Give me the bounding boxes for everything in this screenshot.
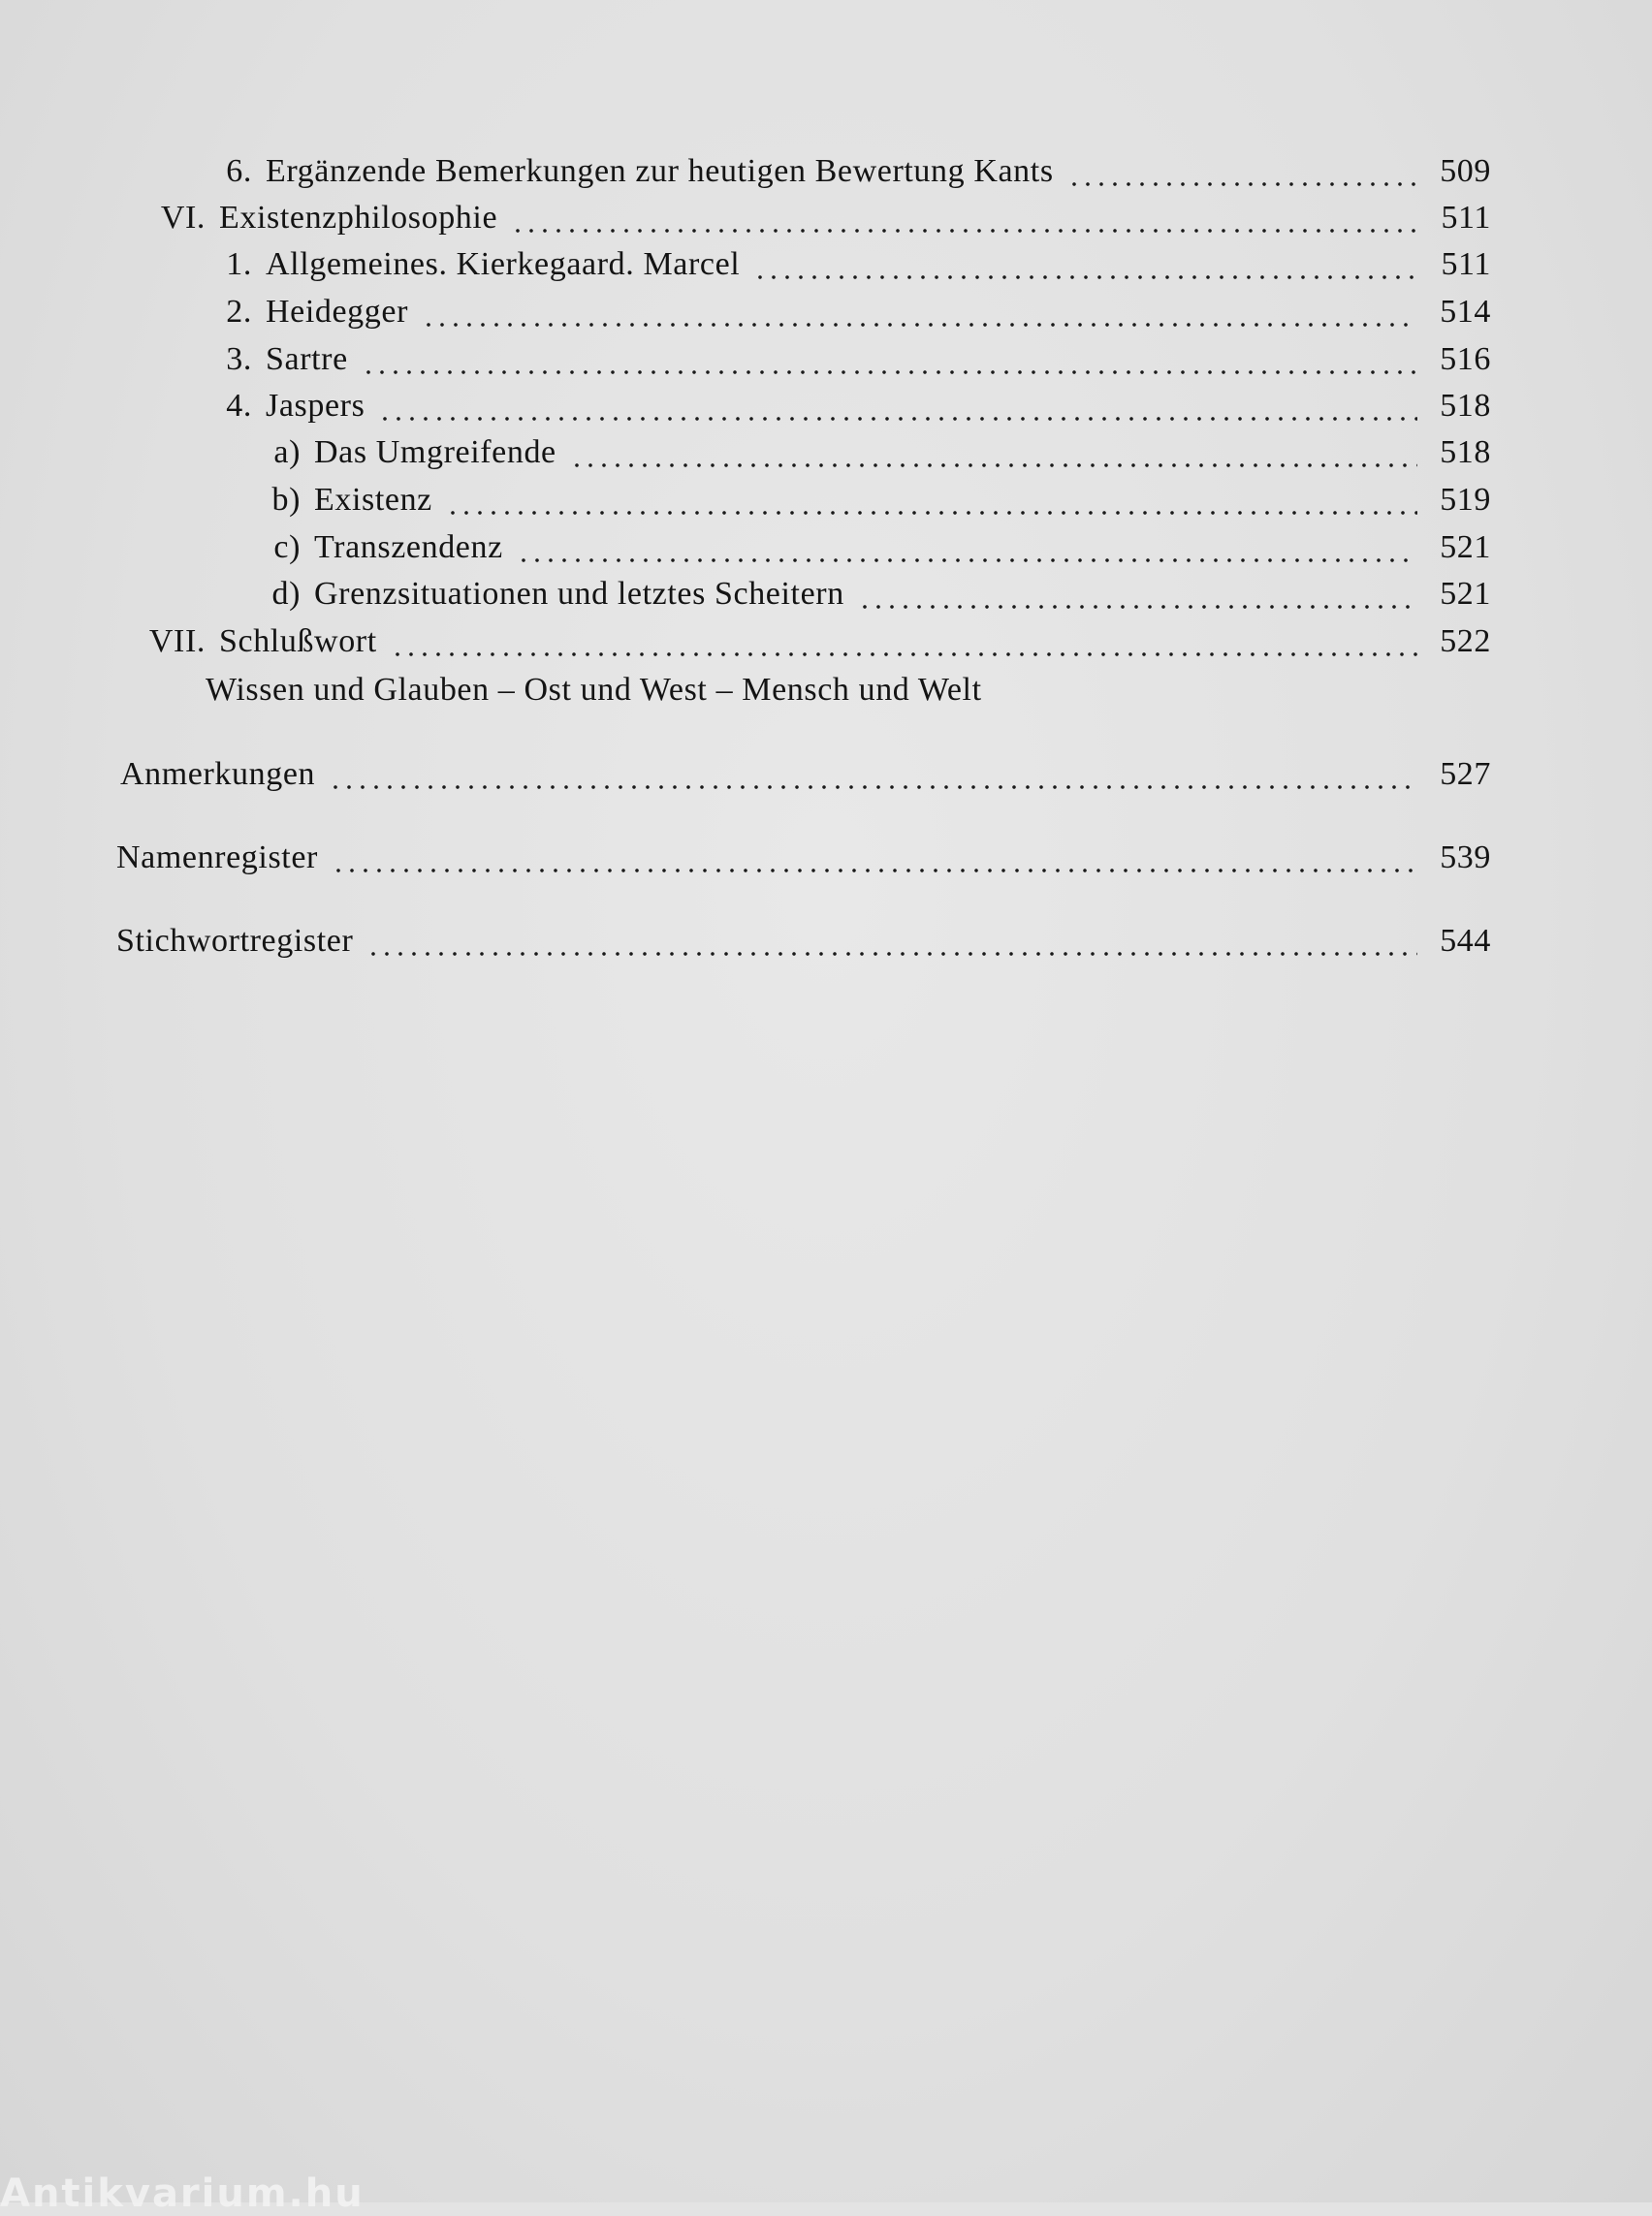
- toc-entry: [155, 294, 1491, 342]
- dot-leader: [570, 442, 1417, 475]
- toc-entry-page: 516: [1440, 341, 1491, 377]
- toc-entry-title: Existenz: [314, 482, 432, 518]
- toc-entry-number: 3.: [226, 341, 252, 377]
- toc-entry-page: 509: [1440, 153, 1491, 189]
- toc-entry-title: Schlußwort: [219, 623, 377, 659]
- toc-entry-number: 4.: [226, 388, 252, 424]
- toc-entry: [155, 153, 1491, 202]
- toc-entry-title: Jaspers: [266, 388, 365, 424]
- toc-entry-number: b): [271, 482, 301, 518]
- dot-leader: [753, 254, 1417, 287]
- dot-leader: [378, 396, 1417, 428]
- dot-leader: [329, 764, 1417, 797]
- dot-leader: [391, 631, 1417, 664]
- toc-entry-page: 511: [1441, 200, 1491, 236]
- toc-entry-number: 6.: [226, 153, 252, 189]
- toc-entry-title: Stichwortregister: [116, 923, 354, 959]
- toc-entry-number: d): [271, 576, 301, 612]
- toc-entry-number: a): [273, 434, 301, 470]
- toc-entry: [155, 246, 1491, 295]
- toc-entry: [204, 482, 1491, 530]
- toc-entry-title: Anmerkungen: [120, 756, 316, 792]
- toc-entry: [204, 576, 1491, 624]
- toc-entry-page: 519: [1440, 482, 1491, 518]
- toc-entry-page: 518: [1440, 434, 1491, 470]
- toc-entry-page: 521: [1440, 576, 1491, 612]
- toc-entry-title: Allgemeines. Kierkegaard. Marcel: [266, 246, 741, 282]
- toc-entry-number: c): [273, 529, 301, 565]
- dot-leader: [332, 847, 1417, 880]
- dot-leader: [366, 931, 1417, 964]
- toc-entry-page: 527: [1440, 756, 1491, 792]
- toc-entry-title: Ergänzende Bemerkungen zur heutigen Bewertung Kants: [266, 153, 1054, 189]
- toc-entry-number: 1.: [226, 246, 252, 282]
- dot-leader: [446, 490, 1417, 522]
- toc-entry-title: Namenregister: [116, 839, 318, 875]
- dot-leader: [858, 584, 1417, 617]
- toc-entry-page: 522: [1440, 623, 1491, 659]
- dot-leader: [362, 349, 1417, 382]
- toc-entry-page: 514: [1440, 294, 1491, 330]
- toc-appendix-entry: [116, 839, 1491, 888]
- dot-leader: [422, 301, 1417, 334]
- toc-entry: [116, 200, 1491, 248]
- toc-entry-page: 518: [1440, 388, 1491, 424]
- toc-entry-title: Das Umgreifende: [314, 434, 556, 470]
- toc-entry-title: Grenzsituationen und letztes Scheitern: [314, 576, 844, 612]
- dot-leader: [517, 537, 1417, 570]
- toc-entry: [155, 341, 1491, 390]
- toc-entry-number: VII.: [148, 623, 206, 659]
- toc-entry: [204, 434, 1491, 483]
- toc-entry-title: Sartre: [266, 341, 348, 377]
- toc-entry: [116, 623, 1491, 672]
- toc-appendix-entry: [120, 756, 1491, 805]
- toc-entry-page: 511: [1441, 246, 1491, 282]
- toc-entry-page: 539: [1440, 839, 1491, 875]
- toc-entry-title: Heidegger: [266, 294, 408, 330]
- toc-entry-page: 521: [1440, 529, 1491, 565]
- toc-entry-number: 2.: [226, 294, 252, 330]
- toc-appendix-entry: [116, 923, 1491, 971]
- toc-entry-title: Existenzphilosophie: [219, 200, 498, 236]
- toc-entry-number: VI.: [160, 200, 206, 236]
- dot-leader: [511, 207, 1417, 240]
- toc-entry-page: 544: [1440, 923, 1491, 959]
- toc-entry: [155, 388, 1491, 436]
- toc-entry: [204, 529, 1491, 578]
- toc-entry-title: Transzendenz: [314, 529, 503, 565]
- toc-entry-subtitle: Wissen und Glauben – Ost und West – Mensch und Welt: [206, 672, 982, 708]
- watermark: Antikvarium.hu: [0, 2171, 365, 2216]
- dot-leader: [1067, 161, 1417, 194]
